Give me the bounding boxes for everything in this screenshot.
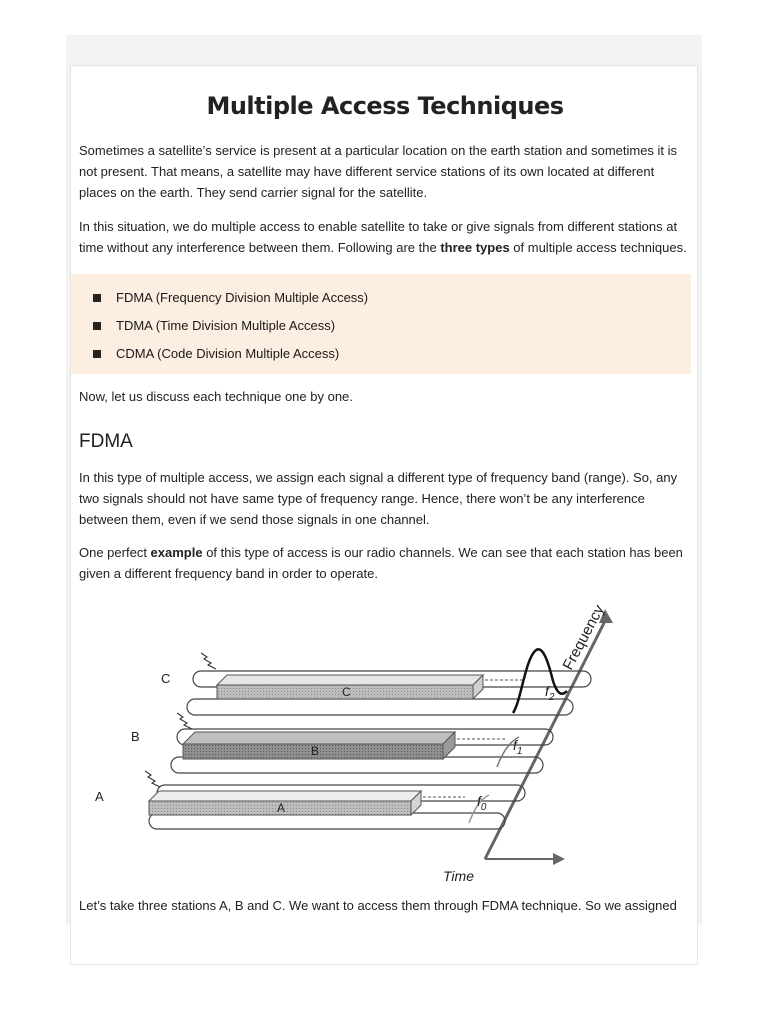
page-title: Multiple Access Techniques [206, 92, 564, 120]
fdma-paragraph-1: In this type of multiple access, we assign each signal a different type of frequency band (range). So, any two signals should not have same type of frequency range. Hence, there won’t be any interference between them, even if we send those signals in one channel. [79, 470, 678, 527]
intro-paragraph-1: Sometimes a satellite’s service is present at a particular location on the earth station and sometimes it is not present. That means, a satellite may have different service stations of its own located at different places on the earth. They send carrier signal for the satellite. [79, 143, 678, 200]
list-item [93, 312, 691, 340]
document-sheet [70, 65, 698, 965]
spectrum-curve-c [513, 649, 567, 713]
time-axis-arrow-icon [553, 853, 565, 865]
article-content [79, 66, 691, 916]
station-b-label: B [131, 729, 140, 744]
fdma-diagram [95, 601, 665, 891]
station-c-label: C [161, 671, 171, 686]
fdma-paragraph-3: Let’s take three stations A, B and C. We want to access them through FDMA technique. So we assigned [79, 898, 677, 913]
bar-b-top [183, 732, 455, 744]
signal-c-icon [201, 653, 216, 669]
bar-b-label: B [311, 744, 320, 758]
page-frame [66, 35, 702, 925]
list-item-label: CDMA (Code Division Multiple Access) [116, 346, 340, 361]
bullet-square-icon [93, 350, 101, 358]
types-list [71, 284, 691, 368]
f1-label: $f_1$ [513, 737, 523, 757]
bar-a-label: A [277, 801, 286, 815]
discuss-paragraph: Now, let us discuss each technique one by one. [79, 389, 353, 404]
intro-paragraph-2-end: of multiple access techniques. [509, 240, 687, 255]
frequency-axis-label: Frequency [559, 602, 608, 673]
bar-c-label: C [342, 685, 351, 699]
f2-label: $f_2$ [545, 683, 555, 703]
f0-label: $f_0$ [477, 793, 487, 813]
fdma-diagram-svg [95, 601, 665, 891]
station-a-label: A [95, 789, 104, 804]
bar-a-top [149, 791, 421, 801]
fdma-paragraph-2-bold: example [150, 545, 203, 560]
fdma-paragraph-2-end: of this type of access is our radio channels. We can see that each station has been given a different frequency band in order to operate. [79, 545, 683, 581]
intro-paragraph-2 [79, 216, 691, 258]
signal-a-icon [145, 771, 160, 787]
intro-paragraph-2-bold: three types [440, 240, 510, 255]
section-heading-fdma: FDMA [79, 431, 133, 452]
bullet-square-icon [93, 294, 101, 302]
types-callout [71, 274, 691, 374]
time-axis-label: Time [443, 868, 474, 884]
list-item-label: TDMA (Time Division Multiple Access) [116, 318, 336, 333]
fdma-paragraph-2 [79, 542, 691, 584]
fdma-paragraph-2-start: One perfect [79, 545, 151, 560]
list-item [93, 340, 691, 368]
bar-c-top [217, 675, 483, 685]
bullet-square-icon [93, 322, 101, 330]
list-item-label: FDMA (Frequency Division Multiple Access) [116, 290, 369, 305]
list-item [93, 284, 691, 312]
intro-paragraph-2-start: In this situation, we do multiple access to enable satellite to take or give signals from different stations at time without any interference between them. Following are the [79, 219, 678, 255]
signal-b-icon [177, 713, 192, 729]
